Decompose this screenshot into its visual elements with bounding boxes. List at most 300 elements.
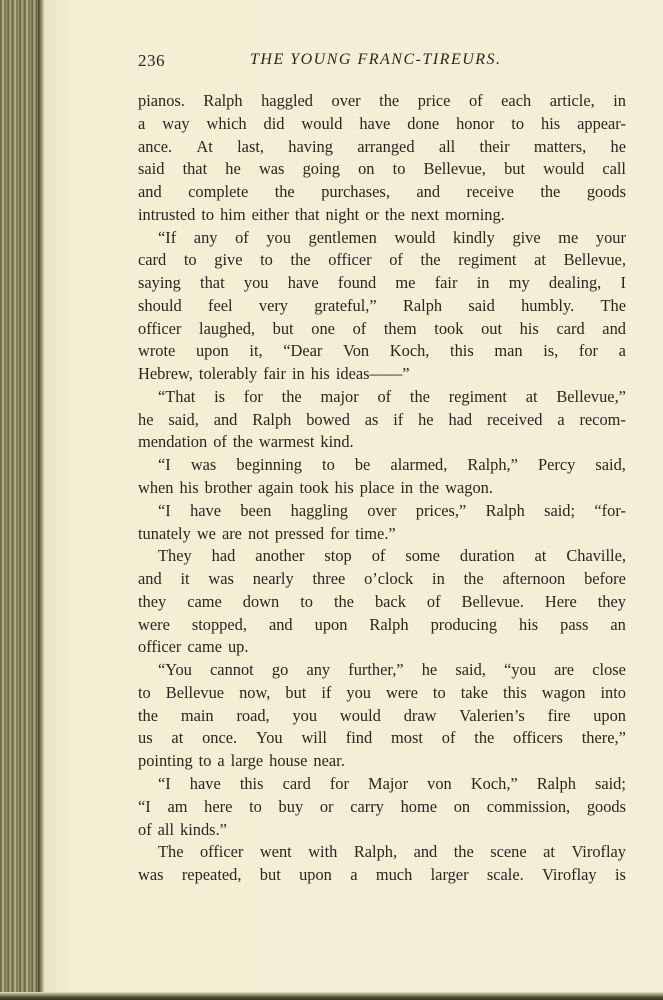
text-line	[138, 318, 626, 341]
word: brother	[204, 478, 252, 498]
word: here	[204, 796, 233, 816]
word: a	[217, 751, 225, 771]
text-line	[138, 477, 626, 500]
word: near.	[313, 751, 345, 771]
text-line	[138, 386, 626, 409]
word: have	[190, 500, 222, 520]
word: duration	[459, 546, 515, 566]
text-line	[138, 227, 626, 250]
word: came	[187, 591, 222, 611]
word: but	[272, 318, 294, 338]
text-line	[138, 773, 626, 796]
word: or	[365, 204, 379, 224]
word: the	[290, 250, 311, 270]
word: Koch,”	[470, 773, 518, 793]
text-line	[138, 705, 626, 728]
word: upon	[299, 865, 332, 885]
word: if	[393, 409, 404, 429]
word: again	[258, 478, 294, 498]
word: Bellevue	[165, 682, 225, 702]
word: said;	[544, 500, 576, 520]
word: the	[419, 478, 440, 498]
text-line	[138, 659, 626, 682]
word: Viroflay	[542, 865, 597, 885]
word: in	[613, 91, 626, 110]
word: that	[294, 204, 320, 224]
word: of	[441, 728, 456, 748]
word: you	[292, 705, 318, 725]
text-line	[138, 727, 626, 750]
word: “I	[158, 773, 171, 793]
word: haggling	[290, 500, 348, 520]
word: had	[448, 409, 473, 429]
word: further,”	[348, 660, 404, 680]
text-line	[138, 841, 626, 864]
word: out	[481, 318, 503, 338]
word: card	[282, 773, 311, 793]
word: stop	[324, 546, 352, 566]
word: upon	[195, 341, 229, 361]
text-line	[138, 864, 626, 887]
word: pointing	[138, 751, 193, 771]
word: matters,	[533, 136, 587, 156]
word: with	[308, 842, 338, 862]
word: wagon	[541, 682, 586, 702]
word: in	[400, 478, 414, 498]
word: receive	[466, 182, 514, 202]
word: did	[263, 113, 285, 133]
text-line	[138, 614, 626, 637]
word: next	[410, 204, 440, 224]
word: beginning	[236, 455, 302, 475]
word: tolerably	[198, 364, 258, 384]
word: regiment	[458, 250, 517, 270]
word: of	[352, 318, 367, 338]
word: larger	[430, 865, 469, 885]
word: appear-	[577, 113, 626, 133]
text-line	[138, 158, 626, 181]
word: down	[242, 591, 280, 611]
word: they	[138, 591, 167, 611]
word: am	[167, 796, 188, 816]
text-line	[138, 249, 626, 272]
text-line	[138, 113, 626, 136]
word: a	[350, 865, 358, 885]
word: officers	[513, 728, 563, 748]
word: some	[405, 546, 440, 566]
word: fair	[263, 364, 286, 384]
word: grateful,”	[314, 295, 377, 315]
word: “That	[158, 386, 196, 406]
word: nearly	[252, 569, 294, 589]
word: that	[200, 273, 225, 293]
text-line	[138, 295, 626, 318]
text-line	[138, 682, 626, 705]
word: Von	[343, 341, 370, 361]
word: one	[311, 318, 335, 338]
word: officer	[328, 250, 372, 270]
word: once.	[202, 728, 238, 748]
word: into	[600, 682, 626, 702]
word: to	[138, 682, 151, 702]
word: of	[213, 432, 227, 452]
word: would	[301, 113, 343, 133]
word: large	[230, 751, 264, 771]
word: officer	[138, 318, 182, 338]
word: kinds.”	[180, 819, 227, 839]
word: was	[208, 569, 234, 589]
word: find	[345, 728, 373, 748]
word: article,	[549, 91, 595, 110]
word: they	[597, 591, 626, 611]
text-line	[138, 90, 626, 113]
word: much	[375, 865, 413, 885]
word: now,	[239, 682, 271, 702]
word: my	[508, 273, 530, 293]
word: and	[602, 318, 626, 338]
running-title: THE YOUNG FRANC-TIREURS.	[250, 51, 502, 68]
word: most	[391, 728, 423, 748]
word: said,	[168, 409, 199, 429]
word: would	[339, 705, 381, 725]
text-line	[138, 272, 626, 295]
word: man	[494, 341, 523, 361]
word: me	[558, 227, 579, 247]
text-line	[138, 545, 626, 568]
word: fire	[547, 705, 571, 725]
word: were	[386, 682, 418, 702]
word: night	[325, 204, 360, 224]
word: for	[330, 523, 350, 543]
word: up.	[227, 637, 249, 657]
text-line	[138, 204, 626, 227]
word: call	[602, 159, 626, 179]
word: “you	[504, 660, 536, 680]
word: cannot	[210, 660, 254, 680]
word: on	[453, 796, 471, 816]
word: his	[179, 478, 199, 498]
word: to	[432, 682, 446, 702]
word: road,	[236, 705, 270, 725]
word: The	[600, 295, 626, 315]
word: to	[260, 250, 273, 270]
word: said;	[594, 773, 626, 793]
word: as	[364, 409, 379, 429]
word: he	[225, 159, 241, 179]
word: you	[346, 682, 371, 702]
word: give	[512, 227, 541, 247]
word: having	[288, 136, 333, 156]
word: the	[333, 591, 354, 611]
word: this	[239, 773, 264, 793]
word: of	[138, 819, 152, 839]
word: way	[162, 113, 190, 133]
text-line	[138, 591, 626, 614]
word: of	[235, 227, 249, 247]
word: and	[416, 182, 441, 202]
word: They	[158, 546, 192, 566]
word: draw	[403, 705, 437, 725]
word: at	[534, 250, 546, 270]
text-line	[138, 500, 626, 523]
word: said,	[595, 455, 626, 475]
text-line	[138, 431, 626, 454]
text-line	[138, 181, 626, 204]
word: the	[453, 842, 474, 862]
word: kind.	[320, 432, 354, 452]
word: have	[189, 773, 221, 793]
word: his	[334, 478, 354, 498]
word: Chaville,	[566, 546, 626, 566]
word: card	[556, 318, 585, 338]
word: Viroflay	[571, 842, 626, 862]
text-line	[138, 340, 626, 363]
word: prices,”	[415, 500, 467, 520]
word: would	[543, 159, 585, 179]
word: feel	[208, 295, 233, 315]
word: which	[206, 113, 247, 133]
word: on	[358, 159, 375, 179]
word: pressed	[274, 523, 325, 543]
text-line	[138, 750, 626, 773]
word: at	[171, 728, 184, 748]
word: kindly	[452, 227, 495, 247]
word: each	[501, 91, 532, 110]
word: over	[367, 500, 397, 520]
word: the	[420, 250, 441, 270]
word: took	[434, 318, 464, 338]
word: “I	[158, 500, 171, 520]
word: last,	[237, 136, 264, 156]
word: Hebrew,	[138, 364, 193, 384]
word: give	[214, 250, 243, 270]
word: ideas——”	[335, 364, 410, 384]
word: upon	[314, 614, 348, 634]
word: was	[190, 455, 217, 475]
word: recom-	[579, 409, 626, 429]
word: in	[476, 273, 490, 293]
word: alarmed,	[390, 455, 448, 475]
word: back	[374, 591, 406, 611]
word: major	[320, 386, 359, 406]
word: is	[614, 865, 626, 885]
word: honor	[456, 113, 495, 133]
word: tunately	[138, 523, 191, 543]
word: were	[138, 614, 170, 634]
word: stopped,	[191, 614, 247, 634]
word: morning.	[445, 204, 505, 224]
word: of	[426, 591, 441, 611]
word: “Dear	[283, 341, 323, 361]
word: Valerien’s	[459, 705, 525, 725]
word: repeated,	[181, 865, 242, 885]
word: and	[413, 842, 438, 862]
body-text	[138, 90, 626, 887]
page-number: 236	[138, 51, 165, 70]
text-line	[138, 523, 626, 546]
word: this	[450, 341, 474, 361]
book-spine	[0, 0, 40, 1000]
word: upon	[593, 705, 626, 725]
word: scale.	[486, 865, 524, 885]
word: Bellevue,”	[556, 386, 626, 406]
word: to	[392, 159, 406, 179]
word: received	[486, 409, 543, 429]
word: are	[221, 523, 242, 543]
word: price	[417, 91, 451, 110]
text-line	[138, 454, 626, 477]
word: at	[525, 386, 538, 406]
word: You	[256, 728, 283, 748]
word: will	[301, 728, 327, 748]
word: over	[331, 91, 361, 110]
word: said	[468, 295, 495, 315]
word: gentlemen	[308, 227, 377, 247]
word: when	[138, 478, 174, 498]
word: “I	[158, 455, 171, 475]
word: you	[266, 227, 291, 247]
word: dealing,	[548, 273, 602, 293]
word: “You	[158, 660, 192, 680]
word: the	[474, 728, 495, 748]
word: mendation	[138, 432, 208, 452]
word: Ralph	[252, 409, 292, 429]
word: card	[138, 250, 167, 270]
word: done	[407, 113, 440, 133]
word: carry	[350, 796, 384, 816]
word: the	[409, 386, 430, 406]
word: the	[274, 182, 295, 202]
word: goods	[586, 182, 626, 202]
word: home	[400, 796, 437, 816]
word: be	[354, 455, 371, 475]
word: Percy	[538, 455, 576, 475]
word: the	[281, 386, 302, 406]
word: going	[302, 159, 340, 179]
word: came	[187, 637, 222, 657]
word: Ralph	[402, 295, 443, 315]
word: saying	[138, 273, 181, 293]
word: haggled	[261, 91, 313, 110]
word: afternoon	[502, 569, 566, 589]
word: house	[269, 751, 308, 771]
word: all	[438, 136, 456, 156]
word: there,”	[581, 728, 626, 748]
word: Bellevue,	[423, 159, 486, 179]
word: the	[232, 432, 253, 452]
word: of	[468, 91, 483, 110]
word: his	[541, 113, 561, 133]
word: Koch,	[389, 341, 430, 361]
text-line	[138, 819, 626, 842]
word: von	[427, 773, 452, 793]
word: found	[337, 273, 377, 293]
word: a	[557, 409, 565, 429]
word: him	[220, 204, 246, 224]
word: at	[543, 842, 555, 862]
word: to	[201, 204, 215, 224]
word: three	[312, 569, 346, 589]
word: go	[271, 660, 289, 680]
word: officer	[199, 842, 244, 862]
word: and	[268, 614, 293, 634]
word: for	[329, 773, 349, 793]
word: Ralph,	[353, 842, 398, 862]
word: a	[138, 113, 146, 133]
word: his	[310, 364, 330, 384]
page-bottom-edge	[0, 992, 663, 1000]
word: of	[377, 386, 392, 406]
word: the	[384, 204, 405, 224]
word: place	[359, 478, 395, 498]
word: an	[610, 614, 626, 634]
word: but	[259, 865, 281, 885]
word: Major	[368, 773, 409, 793]
word: scene	[490, 842, 527, 862]
word: Ralph	[485, 500, 525, 520]
word: he	[421, 660, 438, 680]
word: complete	[188, 182, 249, 202]
word: purchases,	[321, 182, 390, 202]
word: not	[247, 523, 269, 543]
word: to	[300, 591, 313, 611]
word: it,	[249, 341, 263, 361]
word: we	[196, 523, 216, 543]
word: have	[287, 273, 319, 293]
word: the	[138, 705, 159, 725]
word: was	[138, 865, 164, 885]
word: or	[319, 796, 334, 816]
word: in	[291, 364, 305, 384]
word: wagon.	[445, 478, 493, 498]
word: your	[595, 227, 626, 247]
word: had	[211, 546, 236, 566]
word: if	[321, 682, 332, 702]
word: this	[503, 682, 527, 702]
word: fair	[434, 273, 458, 293]
word: said	[138, 159, 165, 179]
word: but	[504, 159, 526, 179]
word: he	[138, 409, 154, 429]
word: been	[240, 500, 272, 520]
word: “I	[138, 796, 151, 816]
word: either	[251, 204, 289, 224]
word: he	[418, 409, 434, 429]
word: have	[359, 113, 391, 133]
word: in	[432, 569, 445, 589]
word: Here	[544, 591, 577, 611]
word: At	[196, 136, 213, 156]
word: the	[540, 182, 561, 202]
word: “for-	[594, 500, 626, 520]
word: that	[182, 159, 208, 179]
word: warmest	[258, 432, 315, 452]
word: his	[519, 318, 539, 338]
word: humbly.	[521, 295, 575, 315]
word: any	[306, 660, 331, 680]
word: us	[138, 728, 153, 748]
word: is	[214, 386, 226, 406]
word: for	[578, 341, 599, 361]
word: Ralph	[369, 614, 409, 634]
text-line	[138, 568, 626, 591]
word: me	[395, 273, 416, 293]
word: went	[259, 842, 292, 862]
word: and	[138, 182, 162, 202]
word: Ralph,”	[467, 455, 518, 475]
word: of	[371, 546, 386, 566]
word: a	[618, 341, 626, 361]
